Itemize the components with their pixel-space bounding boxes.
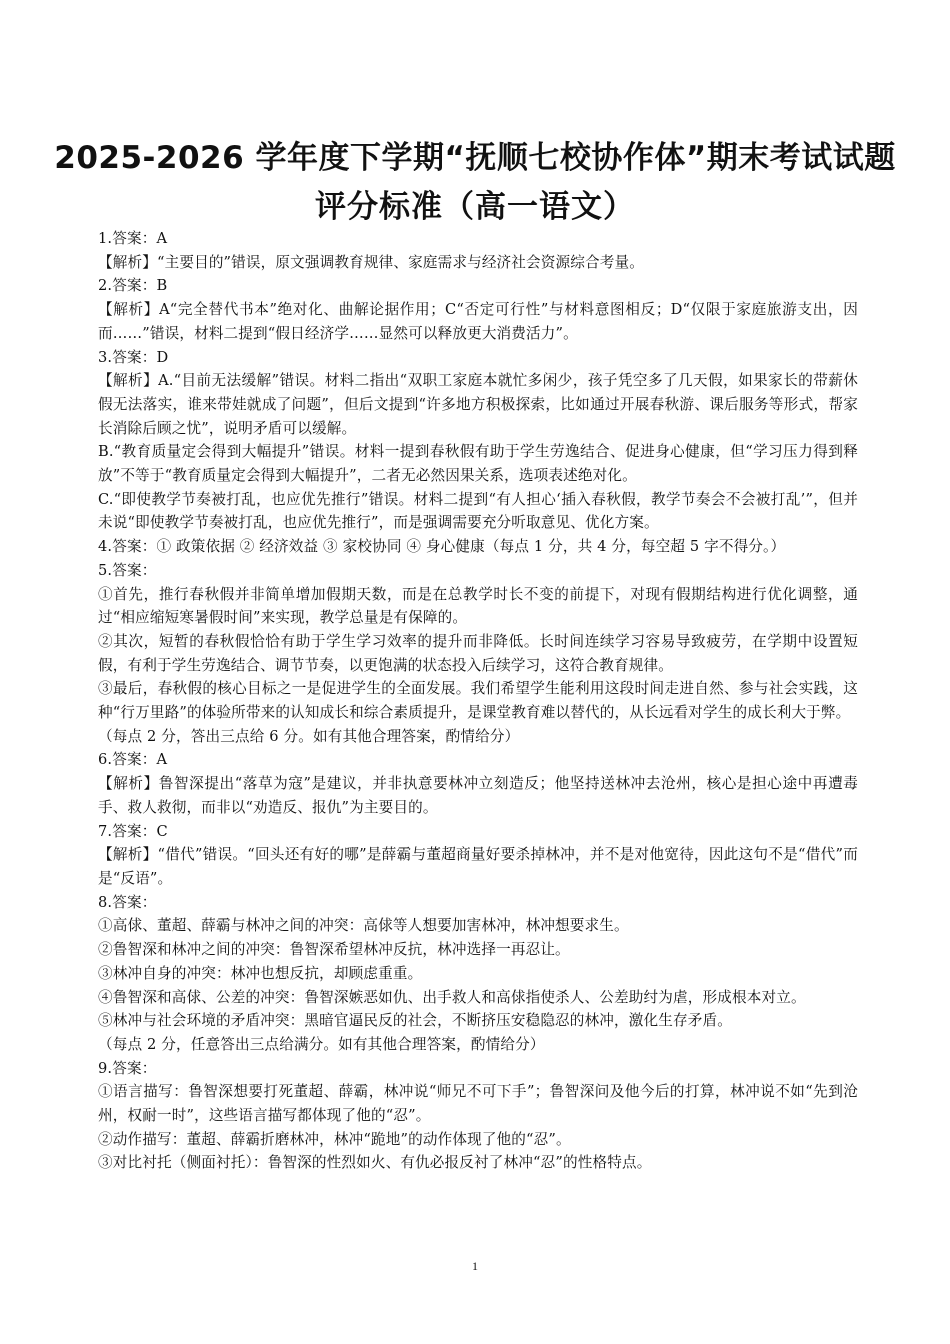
scoring-note: （每点 2 分，任意答出三点给满分。如有其他合理答案，酌情给分） [98, 1035, 545, 1053]
answer-point: ③林冲自身的冲突：林冲也想反抗，却顾虑重重。 [98, 964, 423, 982]
answer-line: 5.答案： [98, 561, 157, 579]
answer-line: 3.答案：D [98, 348, 169, 366]
page-number: 1 [472, 1259, 478, 1273]
answer-line: 7.答案：C [98, 822, 168, 840]
answer-point: ①首先，推行春秋假并非简单增加假期天数，而是在总教学时长不变的前提下，对现有假期结构进行优化调整，通过“相应缩短寒暑假时间”来实现，教学总量是有保障的。 [98, 585, 858, 627]
answer-point: ③最后，春秋假的核心目标之一是促进学生的全面发展。我们希望学生能利用这段时间走进自然、参与社会实践，这种“行万里路”的体验所带来的认知成长和综合素质提升，是课堂教育难以替代的，从长远看对学生的成长利大于弊。 [98, 680, 858, 722]
scoring-note: （每点 2 分，答出三点给 6 分。如有其他合理答案，酌情给分） [98, 727, 520, 745]
answer-line: 9.答案： [98, 1059, 157, 1077]
answer-point: ⑤林冲与社会环境的矛盾冲突：黑暗官逼民反的社会，不断挤压安稳隐忍的林冲，激化生存矛盾。 [98, 1012, 732, 1030]
answer-point: ②鲁智深和林冲之间的冲突：鲁智深希望林冲反抗，林冲选择一再忍让。 [98, 941, 570, 959]
answer-point: ①语言描写：鲁智深想要打死董超、薛霸，林冲说“师兄不可下手”；鲁智深问及他今后的打算，林冲说不如“先到沧州，权耐一时”，这些语言描写都体现了他的“忍”。 [98, 1083, 858, 1125]
answer-line: 1.答案：A [98, 230, 168, 247]
document-subtitle: 评分标准（高一语文） [315, 189, 635, 225]
explanation-line: B.“教育质量定会得到大幅提升”错误。材料一提到春秋假有助于学生劳逸结合、促进身心健康，但“学习压力得到释放”不等于“教育质量定会得到大幅提升”，二者无必然因果关系，选项表述绝对化。 [98, 443, 858, 485]
answer-point: ②动作描写：董超、薛霸折磨林冲，林冲“跪地”的动作体现了他的“忍”。 [98, 1130, 571, 1148]
answer-point: ③对比衬托（侧面衬托）：鲁智深的性烈如火、有仇必报反衬了林冲“忍”的性格特点。 [98, 1154, 652, 1172]
answer-point: ④鲁智深和高俅、公差的冲突：鲁智深嫉恶如仇、出手救人和高俅指使杀人、公差助纣为虐，形成根本对立。 [98, 988, 806, 1006]
document-title: 2025-2026 学年度下学期“抚顺七校协作体”期末考试试题 [54, 140, 896, 176]
explanation-line: C.“即使教学节奏被打乱，也应优先推行”错误。材料二提到“有人担心‘插入春秋假，教学节奏会不会被打乱’”，但并未说“即使教学节奏被打乱，也应优先推行”，而是强调需要充分听取意见、优化方案。 [98, 490, 858, 532]
explanation-line: 【解析】鲁智深提出“落草为寇”是建议，并非执意要林冲立刻造反；他坚持送林冲去沧州，核心是担心途中再遭毒手、救人救彻，而非以“劝造反、报仇”为主要目的。 [98, 775, 858, 816]
answer-key-body [98, 227, 858, 1175]
explanation-line: 【解析】“借代”错误。“回头还有好的哪”是薛霸与董超商量好要杀掉林冲，并不是对他宽待，因此这句不是“借代”而是“反语”。 [98, 846, 858, 887]
explanation-line: 【解析】A.“目前无法缓解”错误。材料二指出“双职工家庭本就忙多闲少，孩子凭空多了几天假，如果家长的带薪休假无法落实，谁来带娃就成了问题”，但后文提到“许多地方积极探索，比如通过开展春秋游、课后服务等形式，帮家长消除后顾之忧”，说明矛盾可以缓解。 [98, 372, 858, 437]
answer-line: 2.答案：B [98, 277, 168, 295]
answer-line: 8.答案： [98, 893, 157, 911]
answer-point: ②其次，短暂的春秋假恰恰有助于学生学习效率的提升而非降低。长时间连续学习容易导致疲劳，在学期中设置短假，有利于学生劳逸结合、调节节奏，以更饱满的状态投入后续学习，这符合教育规律。 [98, 632, 858, 674]
explanation-line: 【解析】A“完全替代书本”绝对化、曲解论据作用；C“否定可行性”与材料意图相反；D“仅限于家庭旅游支出，因而……”错误，材料二提到“假日经济学……显然可以释放更大消费活力”。 [98, 301, 858, 342]
answer-line: 4.答案：① 政策依据 ② 经济效益 ③ 家校协同 ④ 身心健康（每点 1 分，共 4 分，每空超 5 字不得分。） [98, 538, 786, 556]
answer-point: ①高俅、董超、薛霸与林冲之间的冲突：高俅等人想要加害林冲，林冲想要求生。 [98, 917, 629, 935]
explanation-line: 【解析】“主要目的”错误，原文强调教育规律、家庭需求与经济社会资源综合考量。 [98, 253, 644, 271]
answer-line: 6.答案：A [98, 751, 168, 769]
